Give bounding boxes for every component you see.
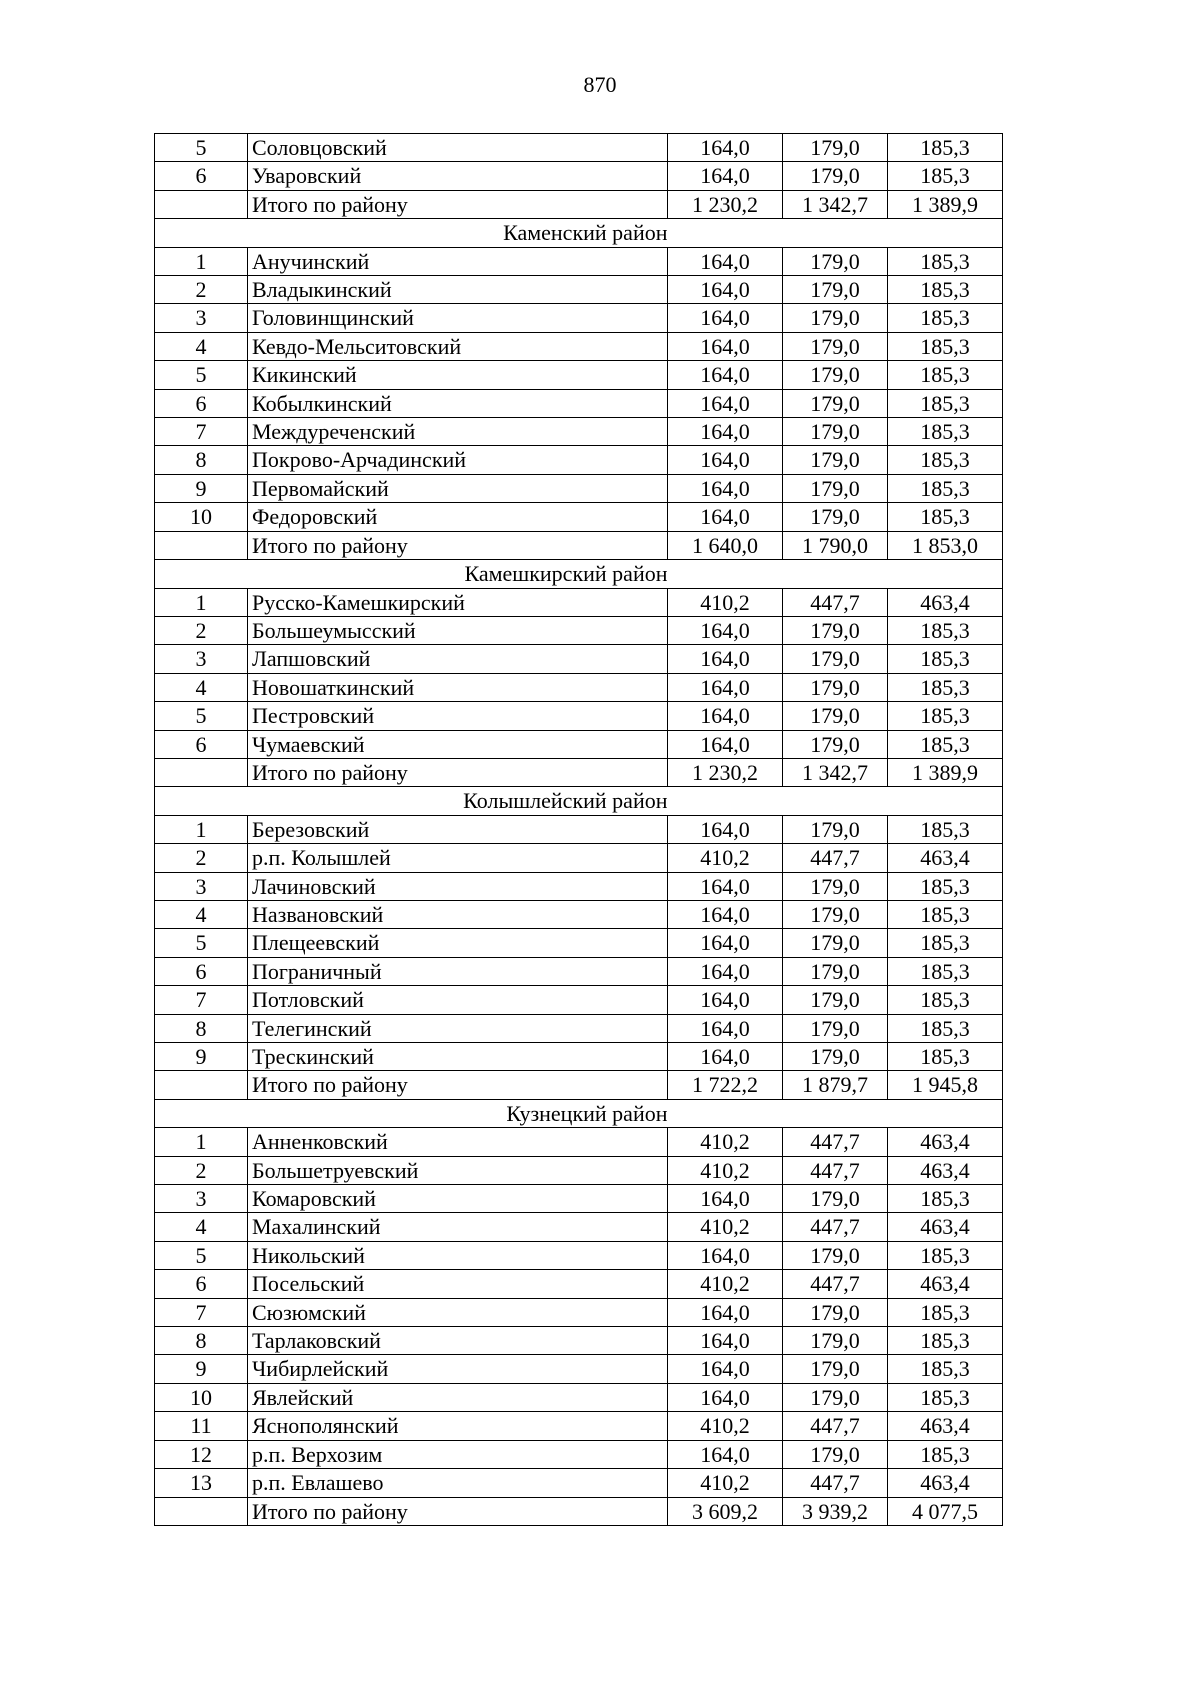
value-col-3: 463,4 <box>888 844 1003 872</box>
table-row <box>155 872 1003 900</box>
district-header-spacer <box>668 787 1003 815</box>
value-col-3: 185,3 <box>888 1440 1003 1468</box>
settlement-name: Явлейский <box>248 1383 668 1411</box>
value-col-3: 185,3 <box>888 702 1003 730</box>
total-value-3: 1 389,9 <box>888 190 1003 218</box>
row-number: 6 <box>155 162 248 190</box>
value-col-2: 447,7 <box>783 1270 888 1298</box>
total-value-2: 1 879,7 <box>783 1071 888 1099</box>
table-row <box>155 361 1003 389</box>
row-number-empty <box>155 1071 248 1099</box>
table-row <box>155 929 1003 957</box>
settlement-name: Русско-Камешкирский <box>248 588 668 616</box>
table-row <box>155 446 1003 474</box>
table-row <box>155 332 1003 360</box>
row-number-empty <box>155 758 248 786</box>
value-col-1: 164,0 <box>668 1014 783 1042</box>
settlement-name: Федоровский <box>248 503 668 531</box>
value-col-1: 164,0 <box>668 418 783 446</box>
value-col-2: 179,0 <box>783 1298 888 1326</box>
row-number: 3 <box>155 1185 248 1213</box>
district-header-spacer <box>668 560 1003 588</box>
value-col-2: 179,0 <box>783 276 888 304</box>
settlement-name: Кикинский <box>248 361 668 389</box>
total-value-2: 1 342,7 <box>783 190 888 218</box>
row-number: 8 <box>155 1014 248 1042</box>
value-col-1: 164,0 <box>668 1185 783 1213</box>
table-row <box>155 1412 1003 1440</box>
district-header-row <box>155 560 1003 588</box>
row-number: 10 <box>155 1383 248 1411</box>
settlement-name: Головинщинский <box>248 304 668 332</box>
value-col-1: 164,0 <box>668 673 783 701</box>
settlement-name: Сюзюмский <box>248 1298 668 1326</box>
total-label: Итого по району <box>248 1071 668 1099</box>
value-col-2: 179,0 <box>783 815 888 843</box>
value-col-3: 185,3 <box>888 1327 1003 1355</box>
district-title: Камешкирский район <box>155 560 668 588</box>
value-col-1: 410,2 <box>668 1213 783 1241</box>
value-col-2: 179,0 <box>783 702 888 730</box>
value-col-3: 185,3 <box>888 474 1003 502</box>
total-label: Итого по району <box>248 531 668 559</box>
value-col-1: 164,0 <box>668 815 783 843</box>
table-row <box>155 474 1003 502</box>
value-col-1: 410,2 <box>668 1156 783 1184</box>
row-number: 7 <box>155 1298 248 1326</box>
district-title: Колышлейский район <box>155 787 668 815</box>
row-number: 6 <box>155 389 248 417</box>
row-number: 11 <box>155 1412 248 1440</box>
value-col-1: 164,0 <box>668 957 783 985</box>
value-col-3: 185,3 <box>888 645 1003 673</box>
settlement-name: Большетруевский <box>248 1156 668 1184</box>
row-number: 13 <box>155 1469 248 1497</box>
table-row <box>155 418 1003 446</box>
table-row <box>155 900 1003 928</box>
settlement-name: Кобылкинский <box>248 389 668 417</box>
value-col-1: 164,0 <box>668 1241 783 1269</box>
row-number: 2 <box>155 616 248 644</box>
value-col-1: 164,0 <box>668 1383 783 1411</box>
value-col-3: 463,4 <box>888 1412 1003 1440</box>
value-col-1: 164,0 <box>668 247 783 275</box>
value-col-1: 164,0 <box>668 702 783 730</box>
settlement-name: Трескинский <box>248 1043 668 1071</box>
value-col-3: 185,3 <box>888 616 1003 644</box>
total-value-1: 1 230,2 <box>668 758 783 786</box>
row-number: 8 <box>155 1327 248 1355</box>
table-row <box>155 276 1003 304</box>
value-col-3: 185,3 <box>888 276 1003 304</box>
value-col-3: 463,4 <box>888 1128 1003 1156</box>
row-number: 2 <box>155 844 248 872</box>
value-col-1: 164,0 <box>668 1043 783 1071</box>
table-row <box>155 162 1003 190</box>
row-number-empty <box>155 531 248 559</box>
value-col-3: 185,3 <box>888 730 1003 758</box>
value-col-1: 164,0 <box>668 645 783 673</box>
value-col-1: 164,0 <box>668 986 783 1014</box>
table-row <box>155 1327 1003 1355</box>
value-col-3: 463,4 <box>888 1156 1003 1184</box>
settlement-name: Лапшовский <box>248 645 668 673</box>
value-col-2: 179,0 <box>783 418 888 446</box>
settlement-name: Махалинский <box>248 1213 668 1241</box>
row-number: 6 <box>155 957 248 985</box>
value-col-2: 447,7 <box>783 1128 888 1156</box>
table-row <box>155 616 1003 644</box>
value-col-2: 179,0 <box>783 1014 888 1042</box>
value-col-1: 164,0 <box>668 304 783 332</box>
table-row <box>155 1128 1003 1156</box>
value-col-2: 447,7 <box>783 1213 888 1241</box>
settlement-name: Кевдо-Мельситовский <box>248 332 668 360</box>
value-col-3: 185,3 <box>888 815 1003 843</box>
value-col-3: 185,3 <box>888 1043 1003 1071</box>
total-value-3: 1 945,8 <box>888 1071 1003 1099</box>
value-col-2: 179,0 <box>783 1383 888 1411</box>
value-col-2: 179,0 <box>783 1440 888 1468</box>
table-row <box>155 730 1003 758</box>
value-col-2: 179,0 <box>783 1043 888 1071</box>
table-row <box>155 957 1003 985</box>
table-row <box>155 1014 1003 1042</box>
total-value-3: 1 389,9 <box>888 758 1003 786</box>
value-col-1: 164,0 <box>668 929 783 957</box>
value-col-3: 463,4 <box>888 1469 1003 1497</box>
settlement-name: Яснополянский <box>248 1412 668 1440</box>
value-col-3: 185,3 <box>888 304 1003 332</box>
value-col-2: 179,0 <box>783 957 888 985</box>
value-col-3: 185,3 <box>888 446 1003 474</box>
value-col-3: 185,3 <box>888 389 1003 417</box>
table-row <box>155 1440 1003 1468</box>
settlement-name: Соловцовский <box>248 134 668 162</box>
value-col-1: 164,0 <box>668 446 783 474</box>
value-col-3: 185,3 <box>888 1014 1003 1042</box>
district-title: Каменский район <box>155 219 668 247</box>
total-value-1: 1 230,2 <box>668 190 783 218</box>
table-row <box>155 1383 1003 1411</box>
total-row <box>155 1497 1003 1525</box>
settlement-name: Тарлаковский <box>248 1327 668 1355</box>
row-number: 6 <box>155 730 248 758</box>
settlement-name: Чумаевский <box>248 730 668 758</box>
value-col-2: 179,0 <box>783 1355 888 1383</box>
table-body <box>155 134 1003 1526</box>
row-number: 9 <box>155 1355 248 1383</box>
value-col-1: 164,0 <box>668 503 783 531</box>
table-row <box>155 702 1003 730</box>
value-col-2: 447,7 <box>783 1156 888 1184</box>
value-col-2: 179,0 <box>783 503 888 531</box>
value-col-2: 179,0 <box>783 730 888 758</box>
settlement-name: р.п. Верхозим <box>248 1440 668 1468</box>
table-row <box>155 1469 1003 1497</box>
value-col-2: 179,0 <box>783 474 888 502</box>
value-col-1: 164,0 <box>668 900 783 928</box>
settlement-name: Березовский <box>248 815 668 843</box>
settlement-name: Новошаткинский <box>248 673 668 701</box>
value-col-3: 185,3 <box>888 162 1003 190</box>
total-value-1: 3 609,2 <box>668 1497 783 1525</box>
row-number: 4 <box>155 332 248 360</box>
value-col-1: 410,2 <box>668 844 783 872</box>
value-col-2: 179,0 <box>783 446 888 474</box>
settlement-name: Анненковский <box>248 1128 668 1156</box>
settlement-name: Междуреченский <box>248 418 668 446</box>
value-col-3: 185,3 <box>888 1241 1003 1269</box>
total-value-1: 1 640,0 <box>668 531 783 559</box>
settlement-name: Потловский <box>248 986 668 1014</box>
district-header-row <box>155 787 1003 815</box>
value-col-2: 179,0 <box>783 673 888 701</box>
total-label: Итого по району <box>248 1497 668 1525</box>
value-col-1: 164,0 <box>668 1355 783 1383</box>
value-col-2: 179,0 <box>783 986 888 1014</box>
total-label: Итого по району <box>248 190 668 218</box>
table-row <box>155 1213 1003 1241</box>
total-value-1: 1 722,2 <box>668 1071 783 1099</box>
value-col-2: 179,0 <box>783 616 888 644</box>
settlement-name: Плещеевский <box>248 929 668 957</box>
total-row <box>155 190 1003 218</box>
table-row <box>155 1298 1003 1326</box>
value-col-3: 185,3 <box>888 1185 1003 1213</box>
value-col-3: 185,3 <box>888 247 1003 275</box>
value-col-3: 185,3 <box>888 929 1003 957</box>
total-row <box>155 758 1003 786</box>
value-col-1: 164,0 <box>668 1440 783 1468</box>
value-col-1: 164,0 <box>668 1298 783 1326</box>
row-number: 2 <box>155 1156 248 1184</box>
row-number: 5 <box>155 702 248 730</box>
row-number: 4 <box>155 673 248 701</box>
row-number: 7 <box>155 418 248 446</box>
value-col-2: 179,0 <box>783 1327 888 1355</box>
value-col-2: 179,0 <box>783 304 888 332</box>
row-number: 5 <box>155 1241 248 1269</box>
table-row <box>155 304 1003 332</box>
settlements-table <box>154 133 1003 1526</box>
value-col-1: 164,0 <box>668 276 783 304</box>
table-row <box>155 986 1003 1014</box>
row-number: 3 <box>155 645 248 673</box>
table-row <box>155 134 1003 162</box>
row-number: 5 <box>155 361 248 389</box>
district-header-spacer <box>668 219 1003 247</box>
value-col-1: 164,0 <box>668 361 783 389</box>
value-col-1: 164,0 <box>668 872 783 900</box>
table-row <box>155 1241 1003 1269</box>
total-value-3: 4 077,5 <box>888 1497 1003 1525</box>
settlement-name: Чибирлейский <box>248 1355 668 1383</box>
row-number-empty <box>155 190 248 218</box>
value-col-3: 185,3 <box>888 503 1003 531</box>
value-col-2: 447,7 <box>783 588 888 616</box>
row-number: 5 <box>155 134 248 162</box>
table-row <box>155 1355 1003 1383</box>
row-number: 1 <box>155 247 248 275</box>
value-col-2: 179,0 <box>783 247 888 275</box>
row-number: 9 <box>155 474 248 502</box>
settlement-name: Лачиновский <box>248 872 668 900</box>
total-value-2: 1 790,0 <box>783 531 888 559</box>
settlement-name: Первомайский <box>248 474 668 502</box>
row-number: 5 <box>155 929 248 957</box>
row-number: 1 <box>155 815 248 843</box>
value-col-2: 179,0 <box>783 872 888 900</box>
value-col-3: 185,3 <box>888 1355 1003 1383</box>
value-col-1: 410,2 <box>668 1412 783 1440</box>
value-col-3: 463,4 <box>888 1270 1003 1298</box>
value-col-1: 164,0 <box>668 162 783 190</box>
value-col-2: 179,0 <box>783 645 888 673</box>
row-number: 3 <box>155 304 248 332</box>
row-number: 10 <box>155 503 248 531</box>
value-col-3: 463,4 <box>888 1213 1003 1241</box>
total-value-2: 3 939,2 <box>783 1497 888 1525</box>
value-col-1: 164,0 <box>668 134 783 162</box>
row-number: 12 <box>155 1440 248 1468</box>
settlement-name: р.п. Евлашево <box>248 1469 668 1497</box>
total-row <box>155 531 1003 559</box>
table-row <box>155 1185 1003 1213</box>
value-col-3: 185,3 <box>888 957 1003 985</box>
value-col-3: 185,3 <box>888 134 1003 162</box>
row-number-empty <box>155 1497 248 1525</box>
table-row <box>155 389 1003 417</box>
value-col-3: 185,3 <box>888 361 1003 389</box>
table-row <box>155 1043 1003 1071</box>
value-col-2: 179,0 <box>783 134 888 162</box>
settlement-name: Анучинский <box>248 247 668 275</box>
value-col-1: 164,0 <box>668 616 783 644</box>
settlement-name: Названовский <box>248 900 668 928</box>
value-col-2: 179,0 <box>783 900 888 928</box>
settlement-name: Пограничный <box>248 957 668 985</box>
settlement-name: Никольский <box>248 1241 668 1269</box>
value-col-1: 164,0 <box>668 389 783 417</box>
row-number: 6 <box>155 1270 248 1298</box>
table-row <box>155 503 1003 531</box>
value-col-3: 185,3 <box>888 673 1003 701</box>
value-col-1: 410,2 <box>668 1128 783 1156</box>
value-col-2: 179,0 <box>783 929 888 957</box>
value-col-1: 164,0 <box>668 474 783 502</box>
table-row <box>155 645 1003 673</box>
total-value-2: 1 342,7 <box>783 758 888 786</box>
settlement-name: Телегинский <box>248 1014 668 1042</box>
value-col-3: 185,3 <box>888 1383 1003 1411</box>
settlement-name: Комаровский <box>248 1185 668 1213</box>
value-col-1: 410,2 <box>668 588 783 616</box>
value-col-1: 164,0 <box>668 1327 783 1355</box>
value-col-1: 410,2 <box>668 1270 783 1298</box>
value-col-2: 179,0 <box>783 332 888 360</box>
row-number: 9 <box>155 1043 248 1071</box>
value-col-2: 179,0 <box>783 162 888 190</box>
value-col-3: 185,3 <box>888 872 1003 900</box>
value-col-3: 185,3 <box>888 332 1003 360</box>
settlement-name: Владыкинский <box>248 276 668 304</box>
table-row <box>155 844 1003 872</box>
total-value-3: 1 853,0 <box>888 531 1003 559</box>
settlement-name: Пестровский <box>248 702 668 730</box>
value-col-2: 179,0 <box>783 361 888 389</box>
row-number: 3 <box>155 872 248 900</box>
table-row <box>155 1270 1003 1298</box>
value-col-3: 185,3 <box>888 986 1003 1014</box>
value-col-2: 179,0 <box>783 1185 888 1213</box>
value-col-3: 185,3 <box>888 1298 1003 1326</box>
row-number: 4 <box>155 900 248 928</box>
row-number: 8 <box>155 446 248 474</box>
value-col-2: 447,7 <box>783 1412 888 1440</box>
table-row <box>155 588 1003 616</box>
settlement-name: Посельский <box>248 1270 668 1298</box>
district-header-row <box>155 1099 1003 1127</box>
page-number: 870 <box>583 72 617 97</box>
table-row <box>155 673 1003 701</box>
value-col-2: 179,0 <box>783 1241 888 1269</box>
row-number: 1 <box>155 588 248 616</box>
table-row <box>155 1156 1003 1184</box>
settlement-name: Уваровский <box>248 162 668 190</box>
district-title: Кузнецкий район <box>155 1099 668 1127</box>
value-col-2: 179,0 <box>783 389 888 417</box>
table-row <box>155 815 1003 843</box>
settlement-name: Покрово-Арчадинский <box>248 446 668 474</box>
total-row <box>155 1071 1003 1099</box>
value-col-1: 164,0 <box>668 332 783 360</box>
value-col-1: 410,2 <box>668 1469 783 1497</box>
settlement-name: р.п. Колышлей <box>248 844 668 872</box>
value-col-3: 185,3 <box>888 418 1003 446</box>
district-header-row <box>155 219 1003 247</box>
table-row <box>155 247 1003 275</box>
value-col-3: 185,3 <box>888 900 1003 928</box>
row-number: 7 <box>155 986 248 1014</box>
total-label: Итого по району <box>248 758 668 786</box>
value-col-1: 164,0 <box>668 730 783 758</box>
district-header-spacer <box>668 1099 1003 1127</box>
value-col-2: 447,7 <box>783 1469 888 1497</box>
row-number: 2 <box>155 276 248 304</box>
value-col-2: 447,7 <box>783 844 888 872</box>
value-col-3: 463,4 <box>888 588 1003 616</box>
row-number: 1 <box>155 1128 248 1156</box>
row-number: 4 <box>155 1213 248 1241</box>
settlement-name: Большеумысский <box>248 616 668 644</box>
